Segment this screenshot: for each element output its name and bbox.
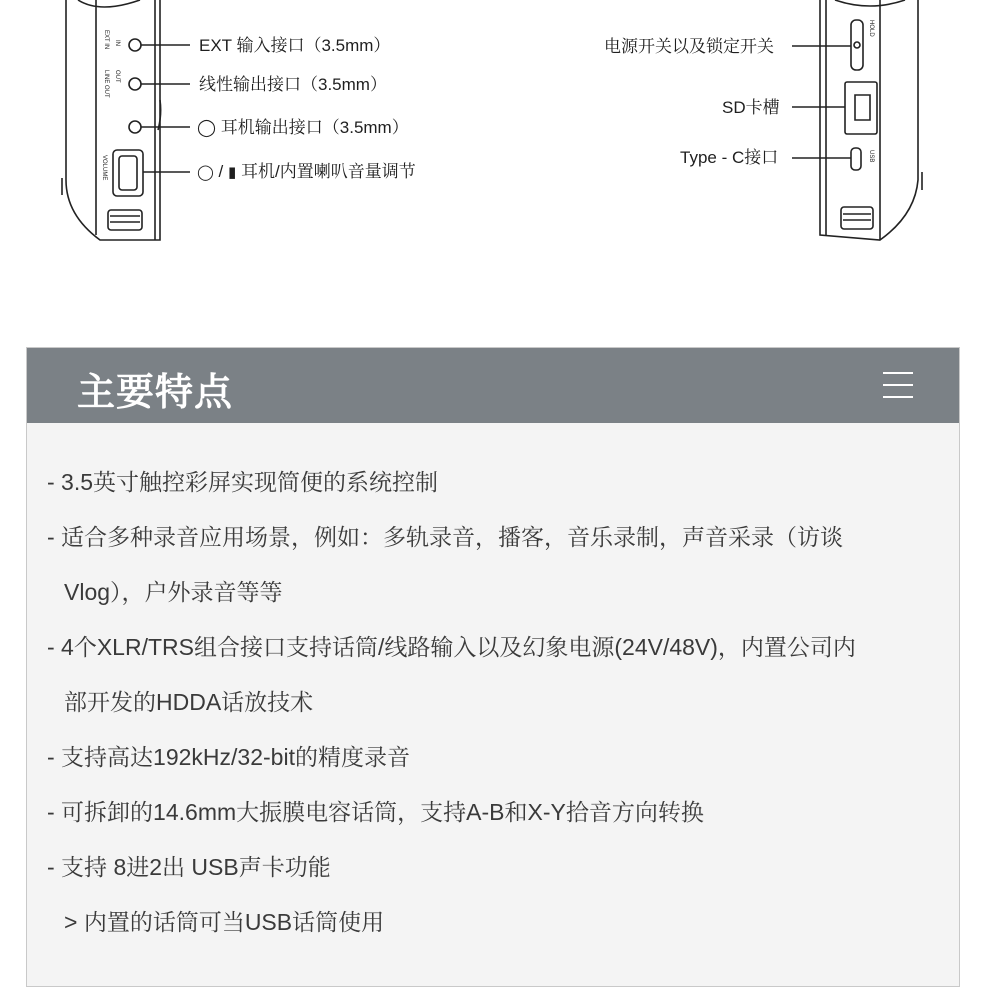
speaker-icon: ▮ [228,164,237,181]
feature-item: - 适合多种录音应用场景，例如：多轨录音，播客，音乐录制，声音采录（访谈 [47,524,844,550]
callout-line-output: 线性输出接口（3.5mm） [199,75,387,94]
feature-item-continuation: 部开发的HDDA话放技术 [64,689,314,715]
feature-list [47,455,947,950]
device-label-out: OUT [114,70,120,83]
features-header [27,348,959,423]
device-label-in: IN [114,40,120,46]
features-panel [26,347,960,987]
device-label-ext-in: EXT IN [103,30,109,50]
feature-item: - 可拆卸的14.6mm大振膜电容话筒，支持A-B和X-Y拾音方向转换 [47,799,704,825]
device-label-line-out: LINE OUT [103,70,109,98]
features-title: 主要特点 [77,372,234,414]
callout-sd-slot: SD卡槽 [722,98,780,117]
feature-item: - 支持 8进2出 USB声卡功能 [47,854,331,880]
callout-ext-input: EXT 输入接口（3.5mm） [199,36,391,55]
device-diagram [0,0,990,300]
callout-type-c: Type - C接口 [680,148,779,167]
hamburger-menu-icon[interactable] [883,372,913,400]
feature-item: - 支持高达192kHz/32-bit的精度录音 [47,744,410,770]
device-label-usb: USB [868,150,874,163]
feature-subitem: > 内置的话筒可当USB话筒使用 [64,909,385,935]
callout-power-switch: 电源开关以及锁定开关 [604,37,774,56]
feature-item: - 3.5英寸触控彩屏实现简便的系统控制 [47,469,439,495]
feature-item-continuation: Vlog），户外录音等等 [64,579,283,605]
headphone-icon: ◯ [197,164,214,181]
feature-item: - 4个XLR/TRS组合接口支持话筒/线路输入以及幻象电源(24V/48V)，内置公司内 [47,634,856,660]
callout-volume: ◯ / ▮ 耳机/内置喇叭音量调节 [197,162,416,181]
device-label-hold: HOLD [868,20,874,37]
device-line-art [0,0,990,300]
callout-headphone-output: ◯ 耳机输出接口（3.5mm） [197,118,409,137]
headphone-icon: ◯ [197,118,217,137]
device-label-volume: VOLUME [101,155,107,181]
